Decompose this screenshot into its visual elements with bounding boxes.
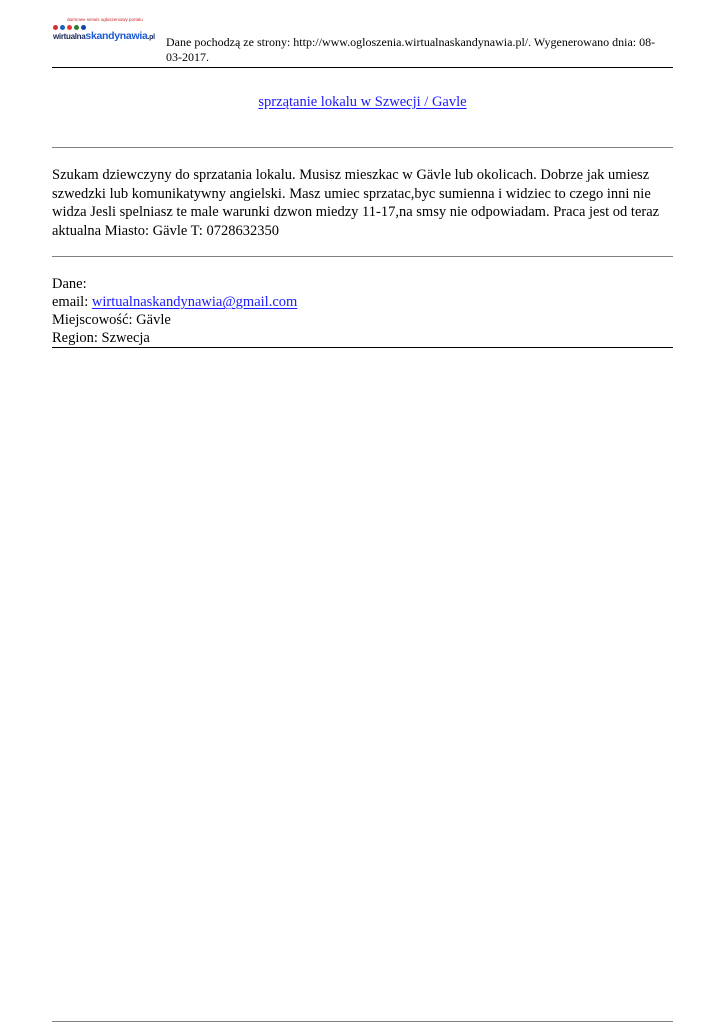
logo-wordmark: wirtualnaskandynawia.pl bbox=[53, 30, 155, 42]
page-header bbox=[52, 14, 673, 68]
details-divider bbox=[52, 347, 673, 348]
site-logo[interactable] bbox=[52, 14, 160, 46]
ad-description-text: Szukam dziewczyny do sprzatania lokalu. Musisz mieszkac w Gävle lub okolicach. Dobrze jak umiesz szwedzki lub komunikatywny angielski. Masz umiec sprzatac,byc sumienna i widziec to czego inni nie widza Jesli spelniasz te male warunki dzwon miedzy 11-17,na smsy nie odpowiadam. Praca jest od teraz aktualna Miasto: Gävle T: 0728632350 bbox=[52, 167, 660, 239]
divider bbox=[52, 147, 673, 148]
divider bbox=[52, 256, 673, 257]
details-heading: Dane: bbox=[52, 276, 87, 292]
details-section bbox=[52, 275, 673, 347]
ad-title-link[interactable]: sprzątanie lokalu w Szwecji / Gavle bbox=[258, 94, 467, 110]
source-note: Dane pochodzą ze strony: http://www.ogloszenia.wirtualnaskandynawia.pl/. Wygenerowano dnia: 08-03-2017. bbox=[166, 35, 656, 64]
header-divider bbox=[52, 67, 673, 68]
email-link[interactable]: wirtualnaskandynawia@gmail.com bbox=[91, 294, 298, 310]
city-line: Miejscowość: Gävle bbox=[52, 312, 171, 328]
email-label: email: bbox=[52, 294, 92, 310]
footer-divider bbox=[52, 1021, 673, 1022]
region-line: Region: Szwecja bbox=[52, 330, 150, 346]
ad-description bbox=[52, 166, 677, 240]
email-row bbox=[52, 293, 673, 311]
logo-tagline: darmowe serwis ogłoszeniowy portalu bbox=[67, 17, 143, 22]
